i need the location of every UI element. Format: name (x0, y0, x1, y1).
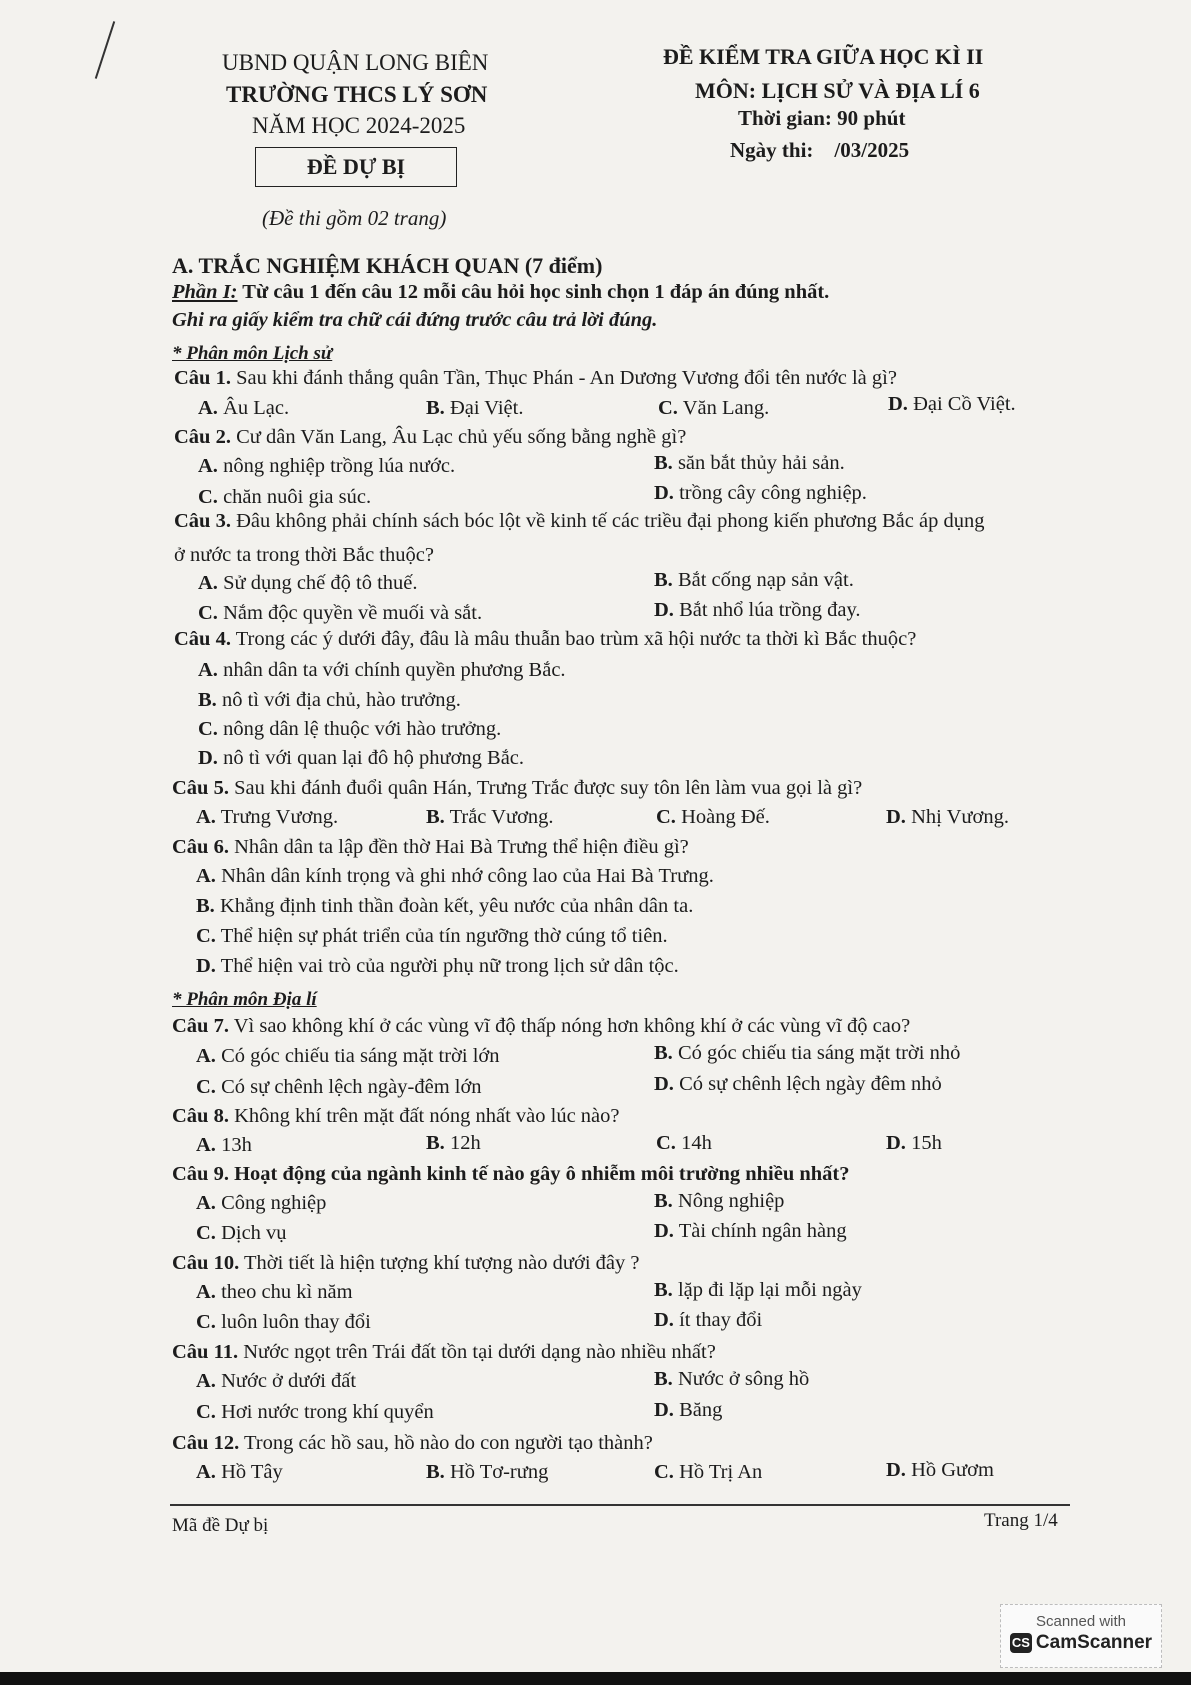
q9-option-d: D. Tài chính ngân hàng (654, 1220, 847, 1242)
q7-option-a: A. Có góc chiếu tia sáng mặt trời lớn (196, 1045, 500, 1067)
q12-option-b: B. Hồ Tơ-rưng (426, 1461, 549, 1483)
q6-option-a: A. Nhân dân kính trọng và ghi nhớ công lao của Hai Bà Trưng. (196, 865, 714, 887)
camscanner-brand: CS CamScanner (1011, 1632, 1153, 1653)
instruction: Ghi ra giấy kiểm tra chữ cái đứng trước câu trả lời đúng. (172, 309, 658, 331)
question-7: Câu 7. Vì sao không khí ở các vùng vĩ độ thấp nóng hơn không khí ở các vùng vĩ độ cao? (172, 1015, 911, 1037)
q11-option-c: C. Hơi nước trong khí quyển (196, 1401, 434, 1423)
question-3: Câu 3. Đâu không phải chính sách bóc lột về kinh tế các triều đại phong kiến phương Bắc áp dụng (174, 510, 985, 532)
pen-mark (95, 21, 115, 79)
q4-option-c: C. nông dân lệ thuộc với hào trưởng. (198, 718, 502, 740)
q10-option-d: D. ít thay đổi (654, 1309, 763, 1331)
q8-option-a: A. 13h (196, 1134, 252, 1156)
question-10: Câu 10. Thời tiết là hiện tượng khí tượng nào dưới đây ? (172, 1252, 640, 1274)
q7-option-c: C. Có sự chênh lệch ngày-đêm lớn (196, 1076, 482, 1098)
q1-option-b: B. Đại Việt. (426, 397, 524, 419)
section-title: A. TRẮC NGHIỆM KHÁCH QUAN (7 điểm) (172, 253, 603, 278)
q6-option-c: C. Thể hiện sự phát triển của tín ngưỡng thờ cúng tổ tiên. (196, 925, 668, 947)
q9-option-b: B. Nông nghiệp (654, 1190, 785, 1212)
q1-option-c: C. Văn Lang. (658, 397, 770, 419)
page-count-note: (Đề thi gồm 02 trang) (262, 206, 447, 230)
q11-option-a: A. Nước ở dưới đất (196, 1370, 357, 1392)
question-9: Câu 9. Hoạt động của ngành kinh tế nào gây ô nhiễm môi trường nhiều nhất? (172, 1163, 850, 1185)
question-2: Câu 2. Cư dân Văn Lang, Âu Lạc chủ yếu sống bằng nghề gì? (174, 426, 687, 448)
q3-option-b: B. Bắt cống nạp sản vật. (654, 569, 854, 591)
question-4: Câu 4. Trong các ý dưới đây, đâu là mâu thuẫn bao trùm xã hội nước ta thời kì Bắc thuộc? (174, 628, 917, 650)
scan-edge (0, 1672, 1191, 1685)
q4-option-a: A. nhân dân ta với chính quyền phương Bắc. (198, 659, 566, 681)
q2-option-a: A. nông nghiệp trồng lúa nước. (198, 455, 456, 477)
q9-option-c: C. Dịch vụ (196, 1222, 287, 1244)
scanned-with-label: Scanned with (1035, 1613, 1127, 1630)
question-11: Câu 11. Nước ngọt trên Trái đất tồn tại dưới dạng nào nhiều nhất? (172, 1341, 716, 1363)
q6-option-d: D. Thể hiện vai trò của người phụ nữ trong lịch sử dân tộc. (196, 955, 679, 977)
district-name: UBND QUẬN LONG BIÊN (222, 50, 489, 75)
school-year: NĂM HỌC 2024-2025 (252, 113, 466, 138)
q2-option-c: C. chăn nuôi gia súc. (198, 486, 372, 508)
history-section-label: * Phân môn Lịch sử (172, 343, 333, 364)
question-6: Câu 6. Nhân dân ta lập đền thờ Hai Bà Trưng thể hiện điều gì? (172, 836, 689, 858)
part-heading: Phần I: Từ câu 1 đến câu 12 mỗi câu hỏi học sinh chọn 1 đáp án đúng nhất. (172, 281, 830, 303)
q6-option-b: B. Khẳng định tinh thần đoàn kết, yêu nước của nhân dân ta. (196, 895, 694, 917)
exam-time: Thời gian: 90 phút (738, 106, 906, 130)
q10-option-b: B. lặp đi lặp lại mỗi ngày (654, 1279, 862, 1301)
exam-date: Ngày thi: /03/2025 (730, 138, 910, 162)
exam-code: Mã đề Dự bị (172, 1515, 269, 1536)
question-5: Câu 5. Sau khi đánh đuổi quân Hán, Trưng Trắc được suy tôn lên làm vua gọi là gì? (172, 777, 863, 799)
question-12: Câu 12. Trong các hồ sau, hồ nào do con người tạo thành? (172, 1432, 653, 1454)
q3-option-a: A. Sử dụng chế độ tô thuế. (198, 572, 418, 594)
camscanner-watermark (1000, 1604, 1162, 1668)
q8-option-d: D. 15h (886, 1132, 942, 1154)
q4-option-b: B. nô tì với địa chủ, hào trưởng. (198, 689, 461, 711)
q12-option-c: C. Hồ Trị An (654, 1461, 763, 1483)
q7-option-b: B. Có góc chiếu tia sáng mặt trời nhỏ (654, 1042, 961, 1064)
question-3-line2: ở nước ta trong thời Bắc thuộc? (174, 544, 434, 566)
q4-option-d: D. nô tì với quan lại đô hộ phương Bắc. (198, 747, 525, 769)
exam-title: ĐỀ KIỂM TRA GIỮA HỌC KÌ II (663, 44, 984, 69)
q2-option-b: B. săn bắt thủy hải sản. (654, 452, 845, 474)
q11-option-d: D. Băng (654, 1399, 723, 1421)
q5-option-d: D. Nhị Vương. (886, 806, 1009, 828)
q12-option-d: D. Hồ Gươm (886, 1459, 994, 1481)
q5-option-c: C. Hoàng Đế. (656, 806, 770, 828)
page-number: Trang 1/4 (984, 1510, 1058, 1531)
footer-rule (170, 1504, 1070, 1506)
q1-option-d: D. Đại Cồ Việt. (888, 393, 1016, 415)
q5-option-b: B. Trắc Vương. (426, 806, 554, 828)
q8-option-c: C. 14h (656, 1132, 712, 1154)
q2-option-d: D. trồng cây công nghiệp. (654, 482, 867, 504)
subject-title: MÔN: LỊCH SỬ VÀ ĐỊA LÍ 6 (695, 78, 980, 103)
q1-option-a: A. Âu Lạc. (198, 397, 290, 419)
q9-option-a: A. Công nghiệp (196, 1192, 327, 1214)
q7-option-d: D. Có sự chênh lệch ngày đêm nhỏ (654, 1073, 942, 1095)
q12-option-a: A. Hồ Tây (196, 1461, 283, 1483)
question-8: Câu 8. Không khí trên mặt đất nóng nhất vào lúc nào? (172, 1105, 620, 1127)
q5-option-a: A. Trưng Vương. (196, 806, 339, 828)
q10-option-a: A. theo chu kì năm (196, 1281, 353, 1303)
q3-option-c: C. Nắm độc quyền về muối và sắt. (198, 602, 483, 624)
q3-option-d: D. Bắt nhổ lúa trồng đay. (654, 599, 861, 621)
camscanner-logo-icon: CS (1010, 1633, 1032, 1653)
q10-option-c: C. luôn luôn thay đổi (196, 1311, 371, 1333)
question-1: Câu 1. Sau khi đánh thắng quân Tần, Thục Phán - An Dương Vương đổi tên nước là gì? (174, 367, 897, 389)
q11-option-b: B. Nước ở sông hồ (654, 1368, 810, 1390)
school-name: TRƯỜNG THCS LÝ SƠN (226, 82, 488, 107)
exam-type-box: ĐỀ DỰ BỊ (255, 147, 457, 187)
q8-option-b: B. 12h (426, 1132, 481, 1154)
geography-section-label: * Phân môn Địa lí (172, 989, 317, 1010)
